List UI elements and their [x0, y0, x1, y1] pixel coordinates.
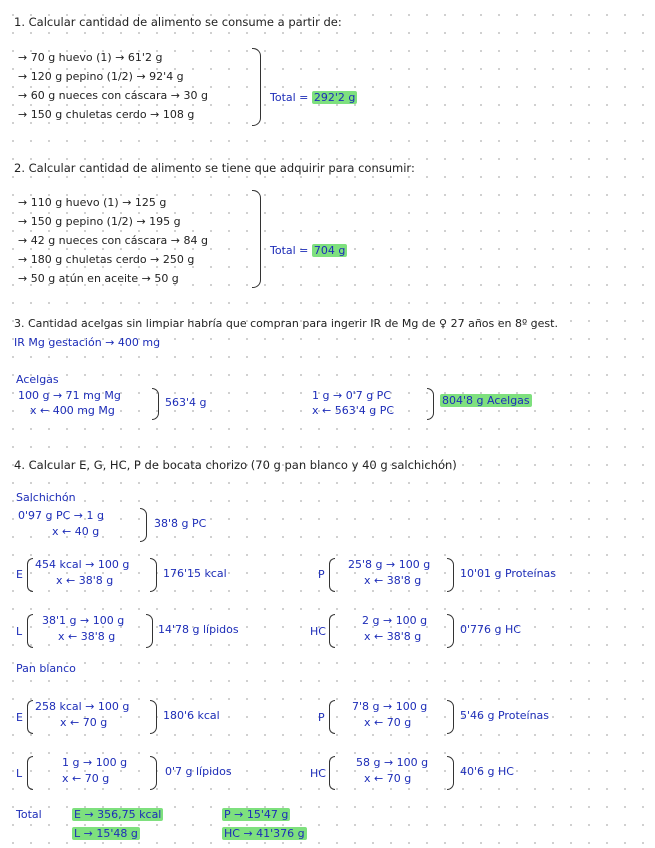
ratio-line: 100 g → 71 mg Mg — [18, 389, 121, 402]
right-brace — [252, 48, 261, 126]
total-label: Total — [16, 808, 42, 821]
total-E — [72, 808, 163, 821]
section-2-total — [270, 244, 347, 257]
ratio-line: x ← 70 g — [364, 716, 412, 729]
ratio-line: x ← 70 g — [60, 716, 108, 729]
ratio-line: x ← 38'8 g — [364, 574, 422, 587]
letter-P: P — [318, 568, 325, 581]
total-P — [222, 808, 290, 821]
total-E-value: E → 356,75 kcal — [74, 808, 162, 821]
list-item: → 150 g pepino (1/2) → 195 g — [18, 215, 181, 228]
total-L — [72, 827, 140, 840]
right-brace — [447, 614, 454, 648]
list-item: → 120 g pepino (1/2) → 92'4 g — [18, 70, 184, 83]
left-brace — [329, 700, 335, 734]
ratio-line: 7'8 g → 100 g — [352, 700, 428, 713]
result: 176'15 kcal — [163, 567, 227, 580]
section-3-title: 3. Cantidad acelgas sin limpiar habría que compran para ingerir IR de Mg de ♀ 27 años en 8º gest. — [14, 317, 558, 330]
letter-L: L — [16, 767, 23, 780]
letter-L: L — [16, 625, 23, 638]
left-brace — [329, 558, 335, 592]
ratio-line: x ← 400 mg Mg — [30, 404, 115, 417]
ratio-line: x ← 70 g — [364, 772, 412, 785]
ratio-line: 1 g → 0'7 g PC — [312, 389, 391, 402]
letter-HC: HC — [310, 767, 326, 780]
total-HC-value: HC → 41'376 g — [224, 827, 305, 840]
right-brace — [150, 558, 157, 592]
section-1-title: 1. Calcular cantidad de alimento se consume a partir de: — [14, 15, 342, 29]
list-item: → 110 g huevo (1) → 125 g — [18, 196, 167, 209]
left-brace — [27, 558, 33, 592]
ratio-line: x ← 70 g — [62, 772, 110, 785]
section-2-title: 2. Calcular cantidad de alimento se tiene que adquirir para consumir: — [14, 161, 415, 175]
right-brace — [152, 388, 159, 420]
ratio-line: 1 g → 100 g — [62, 756, 128, 769]
result: 5'46 g Proteínas — [460, 709, 550, 722]
right-brace — [146, 614, 153, 648]
ratio-line: 38'1 g → 100 g — [42, 614, 125, 627]
ratio-line: 258 kcal → 100 g — [35, 700, 130, 713]
total-label: Total = — [270, 91, 309, 104]
total-label: Total = — [270, 244, 309, 257]
result: 40'6 g HC — [460, 765, 514, 778]
result: 0'7 g lípidos — [165, 765, 232, 778]
food-name: Pan blanco — [16, 662, 76, 675]
result: 14'78 g lípidos — [158, 623, 239, 636]
list-item: → 42 g nueces con cáscara → 84 g — [18, 234, 208, 247]
result: 563'4 g — [165, 396, 207, 409]
list-item: → 60 g nueces con cáscara → 30 g — [18, 89, 208, 102]
list-item: → 70 g huevo (1) → 61'2 g — [18, 51, 163, 64]
total-value: 704 g — [313, 244, 346, 257]
list-item: → 180 g chuletas cerdo → 250 g — [18, 253, 195, 266]
right-brace — [447, 700, 454, 734]
ratio-line: x ← 38'8 g — [364, 630, 422, 643]
letter-E: E — [16, 711, 23, 724]
left-brace — [329, 614, 335, 648]
right-brace — [252, 190, 261, 288]
left-brace — [27, 614, 33, 648]
section-3-subtitle: IR Mg gestación → 400 mg — [14, 336, 161, 349]
total-value: 292'2 g — [313, 91, 356, 104]
result: 804'8 g Acelgas — [442, 394, 530, 407]
list-item: → 150 g chuletas cerdo → 108 g — [18, 108, 195, 121]
right-brace — [427, 388, 434, 420]
ratio-line: x ← 40 g — [52, 525, 100, 538]
food-name: Acelgas — [16, 373, 59, 386]
result: 10'01 g Proteínas — [460, 567, 557, 580]
right-brace — [150, 700, 157, 734]
letter-E: E — [16, 568, 23, 581]
ratio-line: 58 g → 100 g — [356, 756, 429, 769]
ratio-line: 25'8 g → 100 g — [348, 558, 431, 571]
result: 38'8 g PC — [154, 517, 207, 530]
left-brace — [329, 756, 335, 790]
ratio-line: x ← 38'8 g — [58, 630, 116, 643]
letter-HC: HC — [310, 625, 326, 638]
list-item: → 50 g atún en aceite → 50 g — [18, 272, 179, 285]
ratio-line: x ← 563'4 g PC — [312, 404, 395, 417]
food-name: Salchichón — [16, 491, 76, 504]
ratio-line: 0'97 g PC → 1 g — [18, 509, 104, 522]
left-brace — [27, 756, 33, 790]
result: 0'776 g HC — [460, 623, 521, 636]
total-P-value: P → 15'47 g — [224, 808, 289, 821]
section-1-total — [270, 91, 357, 104]
letter-P: P — [318, 711, 325, 724]
right-brace — [150, 756, 157, 790]
section-4-title: 4. Calcular E, G, HC, P de bocata chorizo (70 g pan blanco y 40 g salchichón) — [14, 458, 457, 472]
right-brace — [447, 756, 454, 790]
result: 180'6 kcal — [163, 709, 220, 722]
ratio-line: 2 g → 100 g — [362, 614, 428, 627]
total-L-value: L → 15'48 g — [74, 827, 138, 840]
ratio-line: x ← 38'8 g — [56, 574, 114, 587]
ratio-line: 454 kcal → 100 g — [35, 558, 130, 571]
total-HC — [222, 827, 307, 840]
right-brace — [447, 558, 454, 592]
left-brace — [27, 700, 33, 734]
right-brace — [140, 508, 147, 542]
